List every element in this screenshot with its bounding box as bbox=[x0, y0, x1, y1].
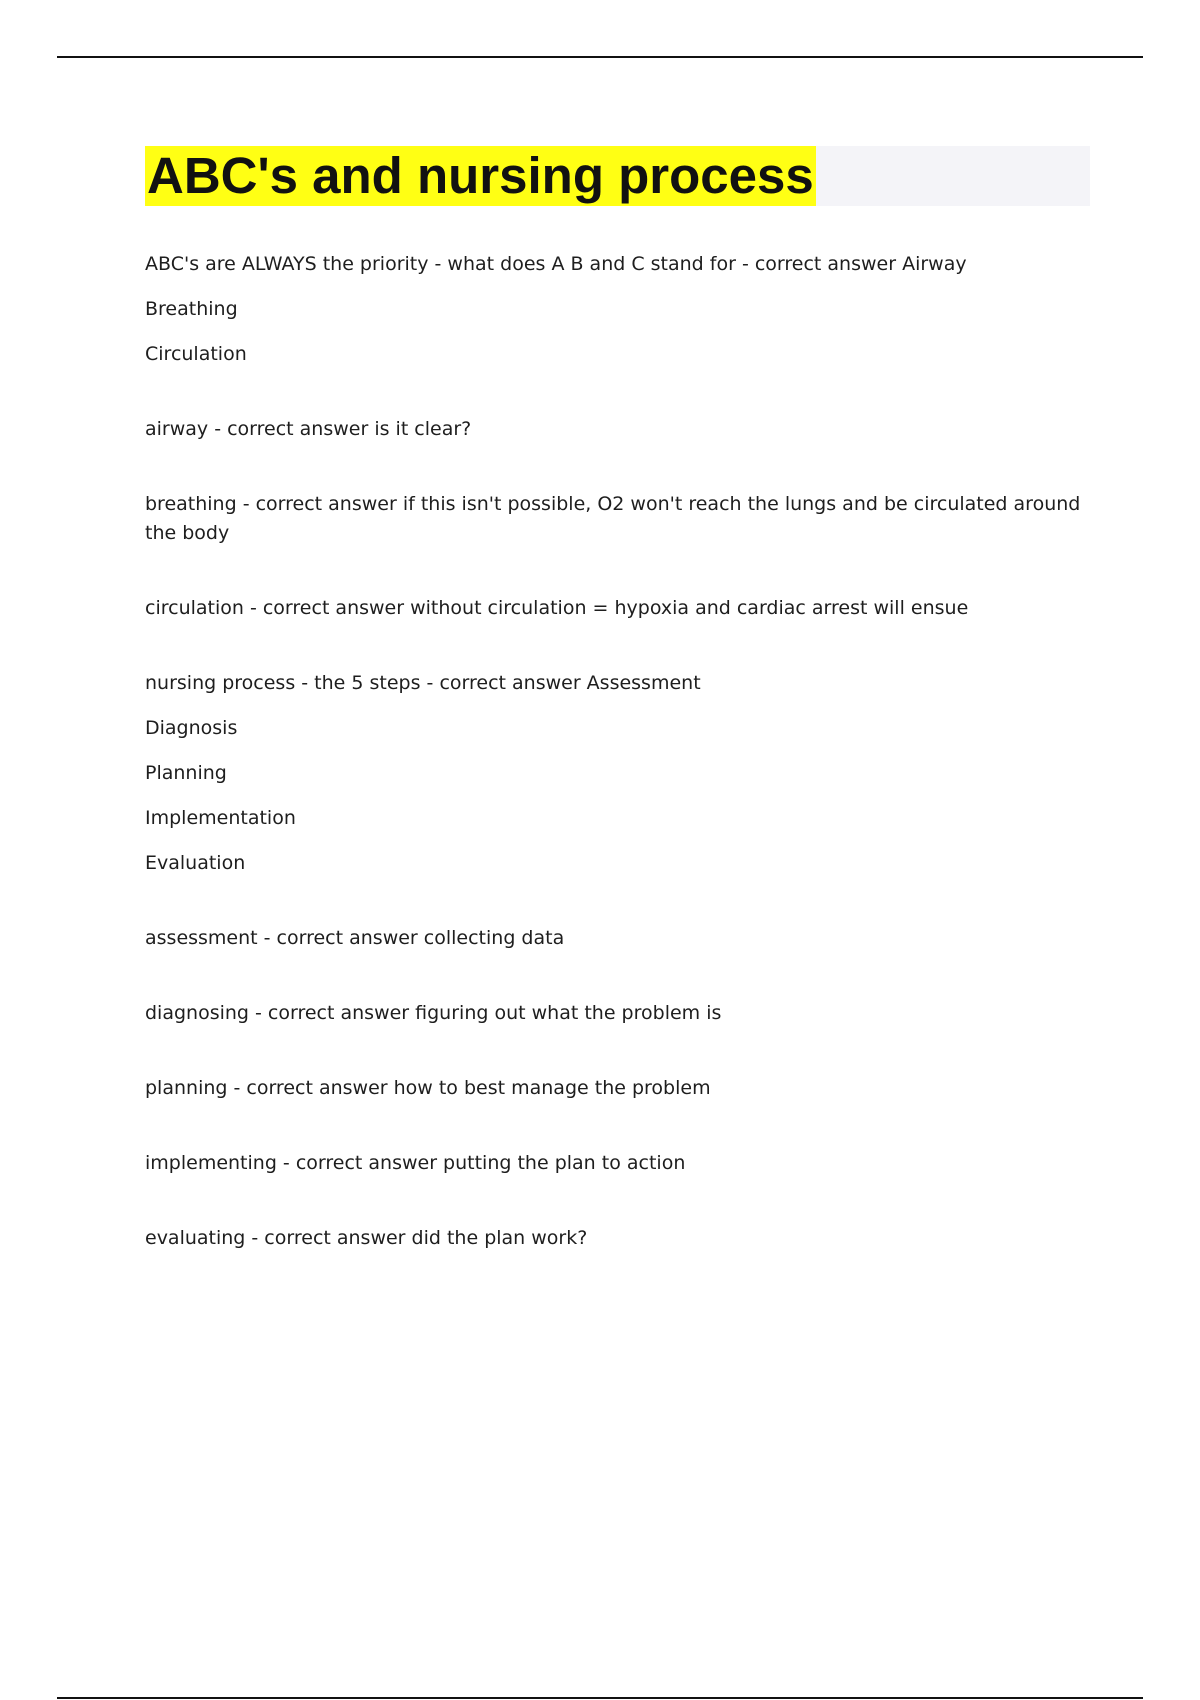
flashcard-list bbox=[145, 250, 1090, 1299]
flashcard-text: evaluating - correct answer did the plan work? bbox=[145, 1227, 588, 1249]
flashcard-airway bbox=[145, 415, 1090, 444]
flashcard-planning bbox=[145, 1074, 1090, 1103]
flashcard-text: Breathing bbox=[145, 298, 238, 320]
flashcard-text: diagnosing - correct answer figuring out what the problem is bbox=[145, 1002, 722, 1024]
document-title: ABC's and nursing process bbox=[147, 147, 814, 204]
flashcard-breathing bbox=[145, 490, 1090, 548]
flashcard-text: Evaluation bbox=[145, 852, 246, 874]
flashcard-text: Planning bbox=[145, 762, 227, 784]
flashcard-implementing bbox=[145, 1149, 1090, 1178]
flashcard-diagnosing bbox=[145, 999, 1090, 1028]
flashcard-text: assessment - correct answer collecting data bbox=[145, 927, 565, 949]
flashcard-text: implementing - correct answer putting the plan to action bbox=[145, 1152, 686, 1174]
bottom-rule bbox=[57, 1697, 1143, 1699]
flashcard-text: Circulation bbox=[145, 343, 247, 365]
flashcard-abc bbox=[145, 250, 1090, 369]
flashcard-assessment bbox=[145, 924, 1090, 953]
flashcard-text: airway - correct answer is it clear? bbox=[145, 418, 472, 440]
flashcard-text: ABC's are ALWAYS the priority - what does A B and C stand for - correct answer Airway bbox=[145, 253, 967, 275]
flashcard-text: Implementation bbox=[145, 807, 296, 829]
flashcard-nursing-process bbox=[145, 669, 1090, 878]
flashcard-circulation bbox=[145, 594, 1090, 623]
flashcard-text: circulation - correct answer without circulation = hypoxia and cardiac arrest will ensue bbox=[145, 597, 969, 619]
flashcard-text: nursing process - the 5 steps - correct answer Assessment bbox=[145, 672, 701, 694]
flashcard-text: Diagnosis bbox=[145, 717, 238, 739]
flashcard-text: breathing - correct answer if this isn't possible, O2 won't reach the lungs and be circulated around the body bbox=[145, 493, 1081, 544]
top-rule bbox=[57, 56, 1143, 58]
flashcard-text: planning - correct answer how to best manage the problem bbox=[145, 1077, 711, 1099]
flashcard-evaluating bbox=[145, 1224, 1090, 1253]
